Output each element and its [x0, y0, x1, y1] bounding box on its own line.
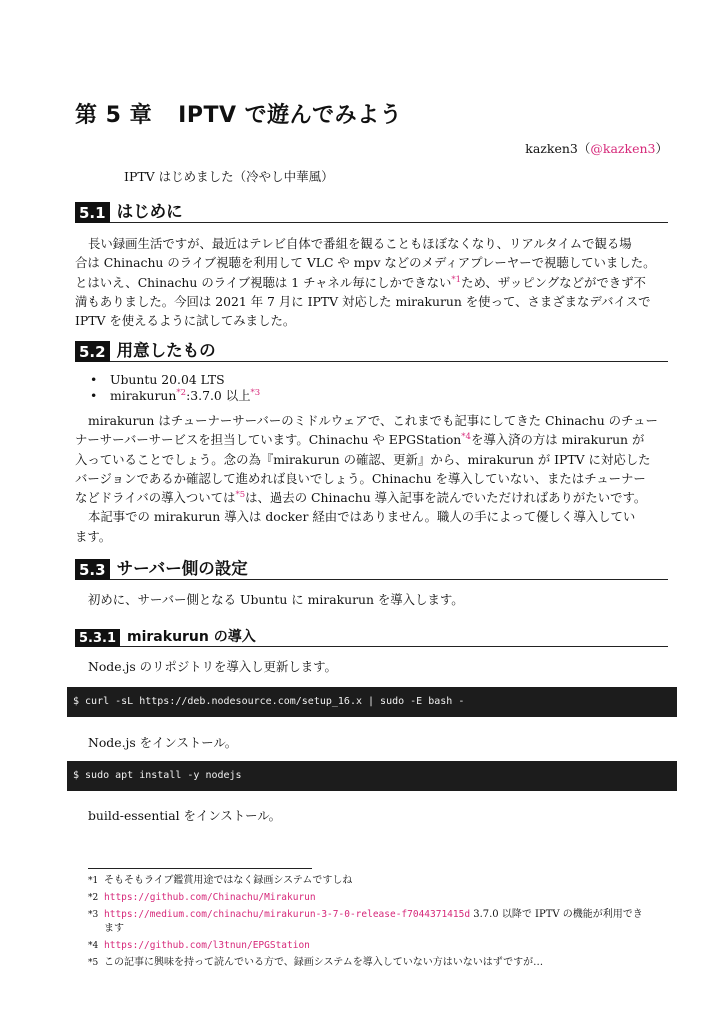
step-text: build-essential をインストール。	[88, 808, 282, 823]
server-intro-paragraph: 初めに、サーバー側となる Ubuntu に mirakurun を導入します。	[88, 592, 464, 607]
code-block: $ curl -sL https://deb.nodesource.com/setup_16.x | sudo -E bash -	[67, 687, 677, 717]
footnote-link[interactable]: https://medium.com/chinachu/mirakurun-3-7-0-release-f7044371415d	[104, 909, 471, 920]
section-title: サーバー側の設定	[116, 559, 248, 578]
step-text: Node.js をインストール。	[88, 735, 238, 750]
footnote-4: *4 https://github.com/l3tnun/EPGStation	[88, 940, 310, 951]
section-title: はじめに	[116, 202, 183, 221]
footnote-ref-5[interactable]: *5	[235, 490, 246, 501]
section-number: 5.3	[75, 559, 110, 580]
subsection-heading-5-3-1	[75, 628, 668, 647]
epigraph: IPTV はじめました（冷やし中華風）	[124, 169, 334, 184]
section-number: 5.3.1	[75, 629, 120, 647]
footnote-3: *3 https://medium.com/chinachu/mirakurun-3-7-0-release-f7044371415d 3.7.0 以降で IPTV の機能が利用でき ます	[88, 909, 643, 934]
section-number: 5.2	[75, 341, 110, 362]
requirements-list	[90, 372, 260, 404]
section-heading-5-3	[75, 557, 668, 580]
footnotes	[88, 874, 678, 973]
chapter-name: IPTV で遊んでみよう	[178, 103, 403, 128]
chapter-title	[75, 98, 402, 129]
footnote-link[interactable]: https://github.com/Chinachu/Mirakurun	[104, 892, 316, 903]
footnote-divider	[88, 868, 312, 869]
chapter-label: 第 5 章	[75, 103, 153, 128]
intro-paragraph: 長い録画生活ですが、最近はテレビ自体で番組を観ることもほぼなくなり、リアルタイムで観る場 合は Chinachu のライブ視聴を利用して VLC や mpv などのメディアプレーヤーで視聴していました。 とはいえ、Chinachu のライブ視聴は 1 チャネル毎にしかできない$^{*1}$ため、ザッピングなどができず不 満もありました。今回は 2021 年 7 月に IPTV 対応した mirakurun を使って、さまざまなデバイスで IPTV を使えるように試してみました。	[75, 236, 656, 329]
footnote-1: *1 そもそもライブ鑑賞用途ではなく録画システムですしね	[88, 875, 353, 886]
footnote-ref-1[interactable]: *1	[451, 274, 462, 285]
footnote-link[interactable]: https://github.com/l3tnun/EPGStation	[104, 940, 310, 951]
code-block: $ sudo apt install -y nodejs	[67, 761, 677, 791]
section-number: 5.1	[75, 202, 110, 223]
section-title: mirakurun の導入	[127, 629, 256, 645]
step-text: Node.js のリポジトリを導入し更新します。	[88, 659, 337, 674]
author-name: kazken3	[525, 141, 578, 156]
author-handle-link[interactable]: @kazken3	[590, 141, 656, 156]
footnote-5: *5 この記事に興味を持って読んでいる方で、録画システムを導入していない方はいないはずですが…	[88, 957, 544, 968]
list-item: • mirakurun$^{*2}$:3.7.0 以上$^{*3}$	[90, 388, 260, 404]
author-line: kazken3（@kazken3）	[525, 141, 668, 156]
prep-paragraph: mirakurun はチューナーサーバーのミドルウェアで、これまでも記事にしてきた Chinachu のチュー ナーサーバーサービスを担当しています。Chinachu や EPGStation$^{*4}$を導入済の方は mirakurun が 入っていることでしょう。念の為『mirakurun の確認、更新』から、mirakurun が IPTV に対応した バージョンであるか確認して進めれば良いでしょう。Chinachu を導入していない、またはチューナー などドライバの導入ついては$^{*5}$は、過去の Chinachu 導入記事を読んでいただければありがたいです。 本記事での mirakurun 導入は docker 経由ではありません。職人の手によって優しく導入してい ます。	[75, 413, 658, 544]
list-item: • Ubuntu 20.04 LTS	[90, 372, 260, 388]
footnote-ref-3[interactable]: *3	[250, 387, 261, 398]
section-heading-5-2	[75, 339, 668, 362]
footnote-2: *2 https://github.com/Chinachu/Mirakurun	[88, 892, 316, 903]
footnote-ref-2[interactable]: *2	[176, 387, 187, 398]
section-title: 用意したもの	[116, 341, 216, 360]
footnote-ref-4[interactable]: *4	[461, 432, 471, 443]
section-heading-5-1	[75, 200, 668, 223]
